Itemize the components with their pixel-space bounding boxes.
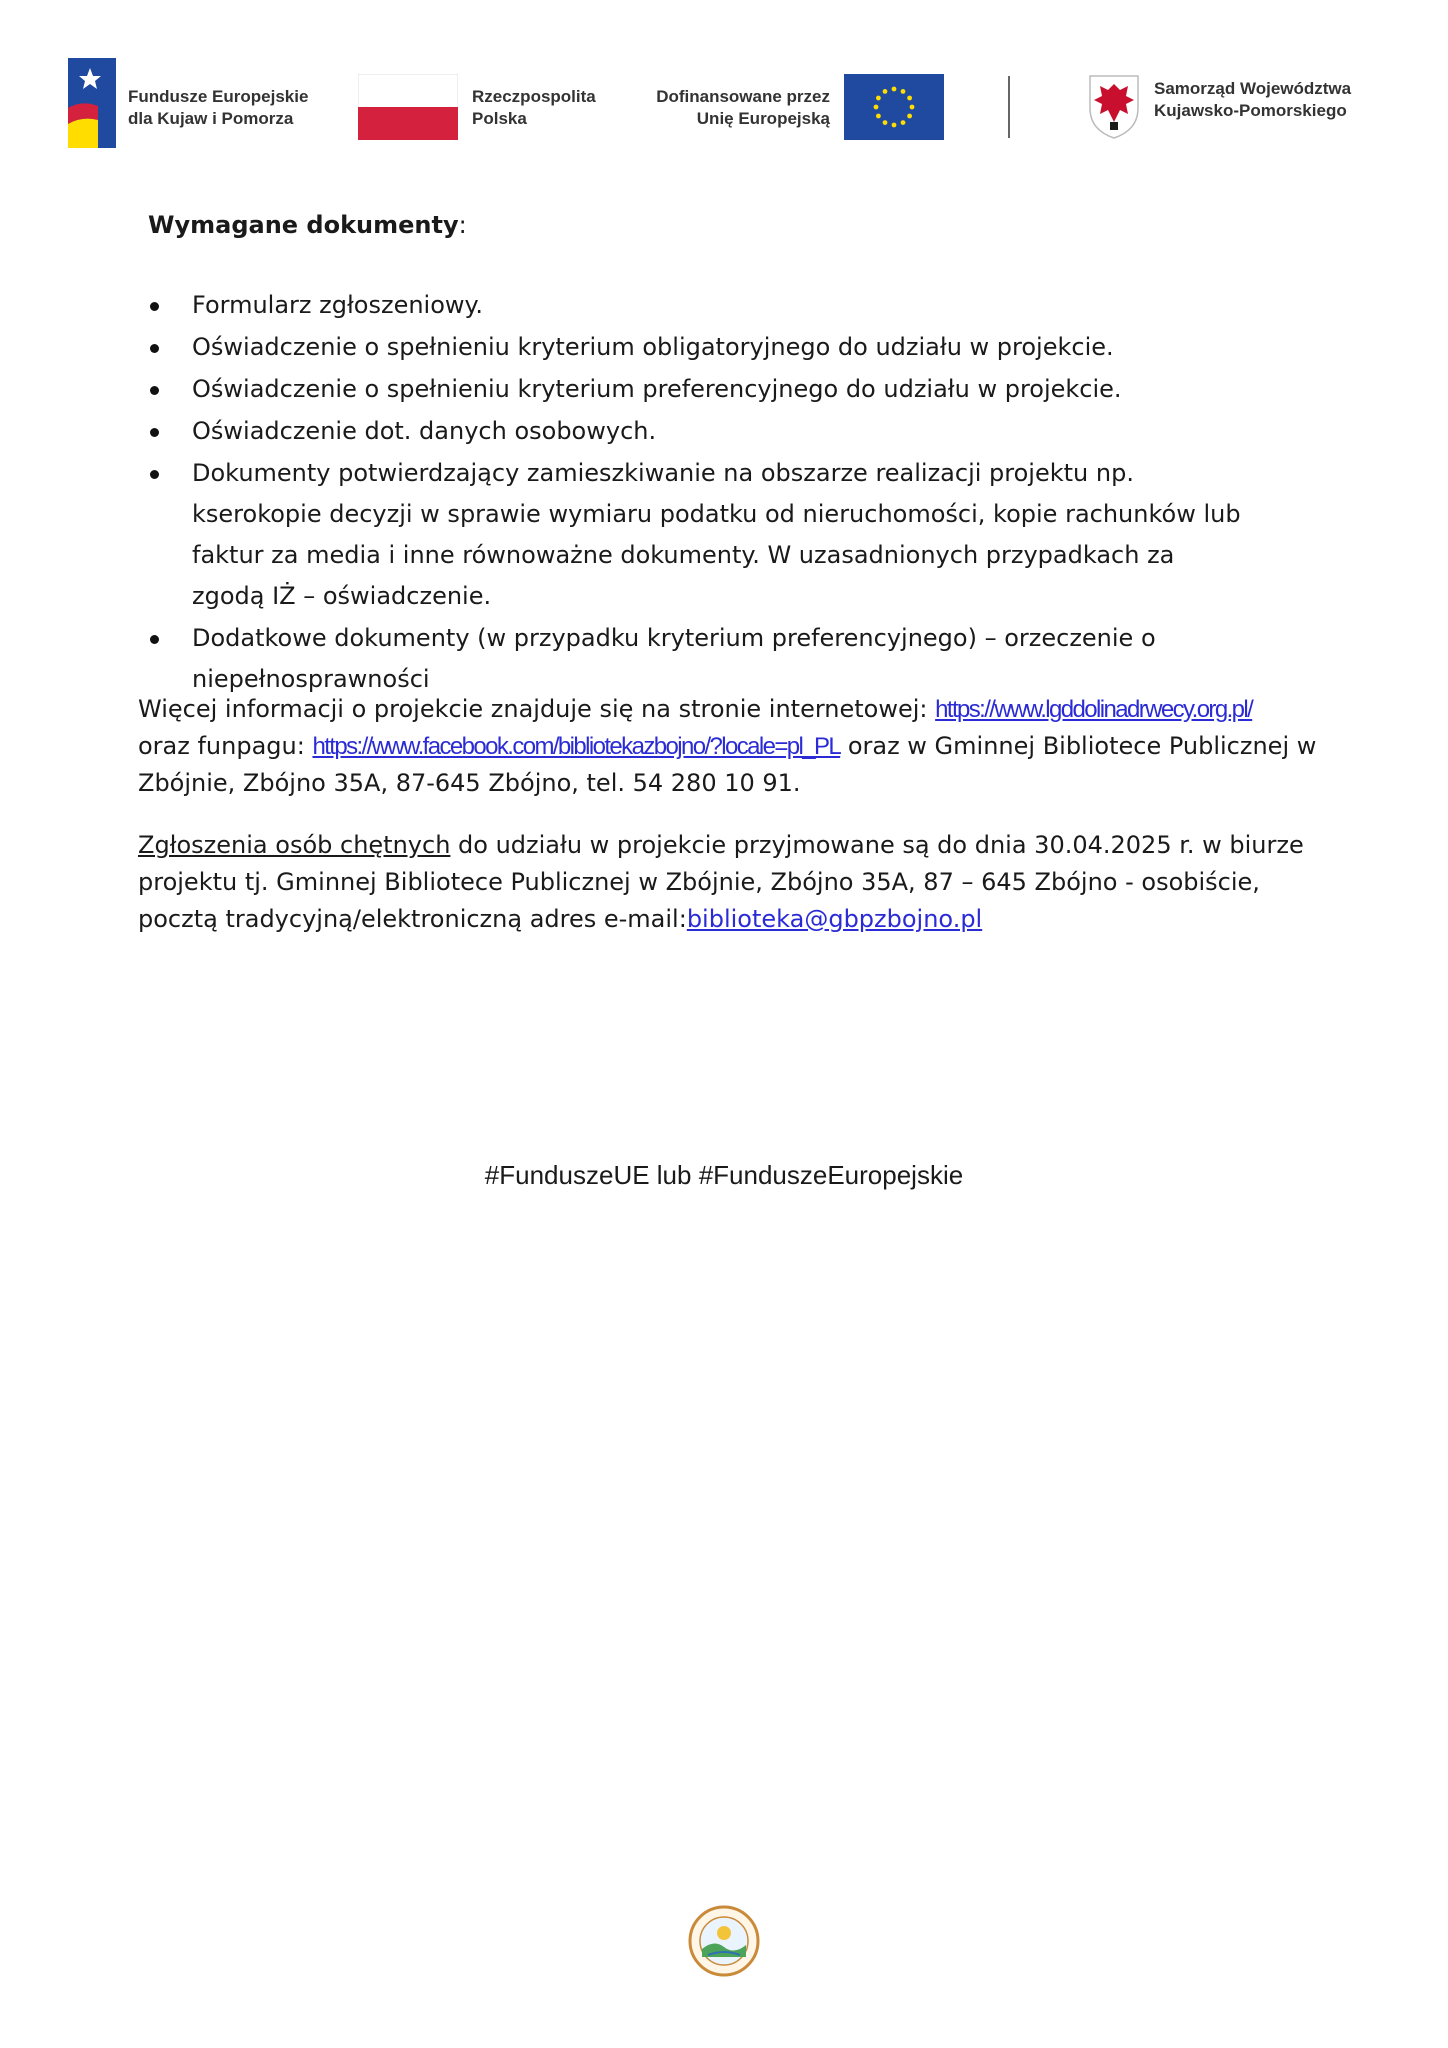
- eu-cofinanced-label: Dofinansowane przez Unię Europejską: [656, 87, 830, 128]
- header-divider: [1008, 76, 1010, 138]
- info-text-funpage: oraz funpagu:: [138, 732, 313, 760]
- kujawsko-pomorskie-coat-of-arms-icon: [1086, 72, 1142, 144]
- section-heading: Wymagane dokumenty:: [148, 211, 467, 239]
- list-item: Dodatkowe dokumenty (w przypadku kryterium preferencyjnego) – orzeczenie o niepełnosprawności: [138, 618, 1192, 700]
- application-underlined-text: Zgłoszenia osób chętnych: [138, 831, 451, 859]
- info-paragraph: [138, 691, 1318, 802]
- application-paragraph: [138, 827, 1318, 938]
- header-logo-bar: [0, 0, 1448, 160]
- required-documents-list: [138, 285, 1318, 701]
- list-item: Dokumenty potwierdzający zamieszkiwanie na obszarze realizacji projektu np. kserokopie decyzji w sprawie wymiaru podatku od nieruchomości, kopie rachunków lub faktur za media i inne równoważne dokumenty. W uzasadnionych przypadkach za zgodą IŻ – oświadczenie.: [138, 453, 1252, 617]
- eu-flag-icon: [844, 74, 944, 144]
- library-stamp-logo-icon: [686, 1903, 762, 1983]
- facebook-link[interactable]: https://www.facebook.com/bibliotekazbojno/?locale=pl_PL: [312, 733, 841, 760]
- hashtag-line: #FunduszeUE lub #FunduszeEuropejskie: [484, 1160, 964, 1190]
- fundusze-europejskie-label: Fundusze Europejskie dla Kujaw i Pomorza: [128, 87, 309, 128]
- list-item: Oświadczenie dot. danych osobowych.: [138, 411, 1318, 452]
- list-item: Oświadczenie o spełnieniu kryterium preferencyjnego do udziału w projekcie.: [138, 369, 1318, 410]
- application-text: do udziału w projekcie przyjmowane są do dnia 30.04.2025 r. w biurze projektu tj. Gminnej Bibliotece Publicznej w Zbójnie, Zbójno 35A, 87 – 645 Zbójno - osobiście, pocztą tradycyjną/elektroniczną adres e-mail:: [138, 831, 1304, 933]
- list-item: Formularz zgłoszeniowy.: [138, 285, 1318, 326]
- list-item: Oświadczenie o spełnieniu kryterium obligatoryjnego do udziału w projekcie.: [138, 327, 1318, 368]
- website-link[interactable]: https://www.lgddolinadrwecy.org.pl/: [935, 696, 1253, 723]
- samorzad-wojewodztwa-label: Samorząd Województwa Kujawsko-Pomorskiego: [1154, 79, 1352, 120]
- email-link[interactable]: biblioteka@gbpzbojno.pl: [686, 905, 983, 933]
- info-text: Więcej informacji o projekcie znajduje się na stronie internetowej:: [138, 695, 936, 723]
- rzeczpospolita-polska-label: Rzeczpospolita Polska: [472, 87, 596, 128]
- polish-flag-icon: [358, 74, 458, 144]
- fundusze-europejskie-logo: [68, 58, 116, 152]
- info-text-address: oraz w Gminnej Bibliotece Publicznej w Zbójnie, Zbójno 35A, 87-645 Zbójno, tel. 54 280 10 91.: [138, 732, 1317, 797]
